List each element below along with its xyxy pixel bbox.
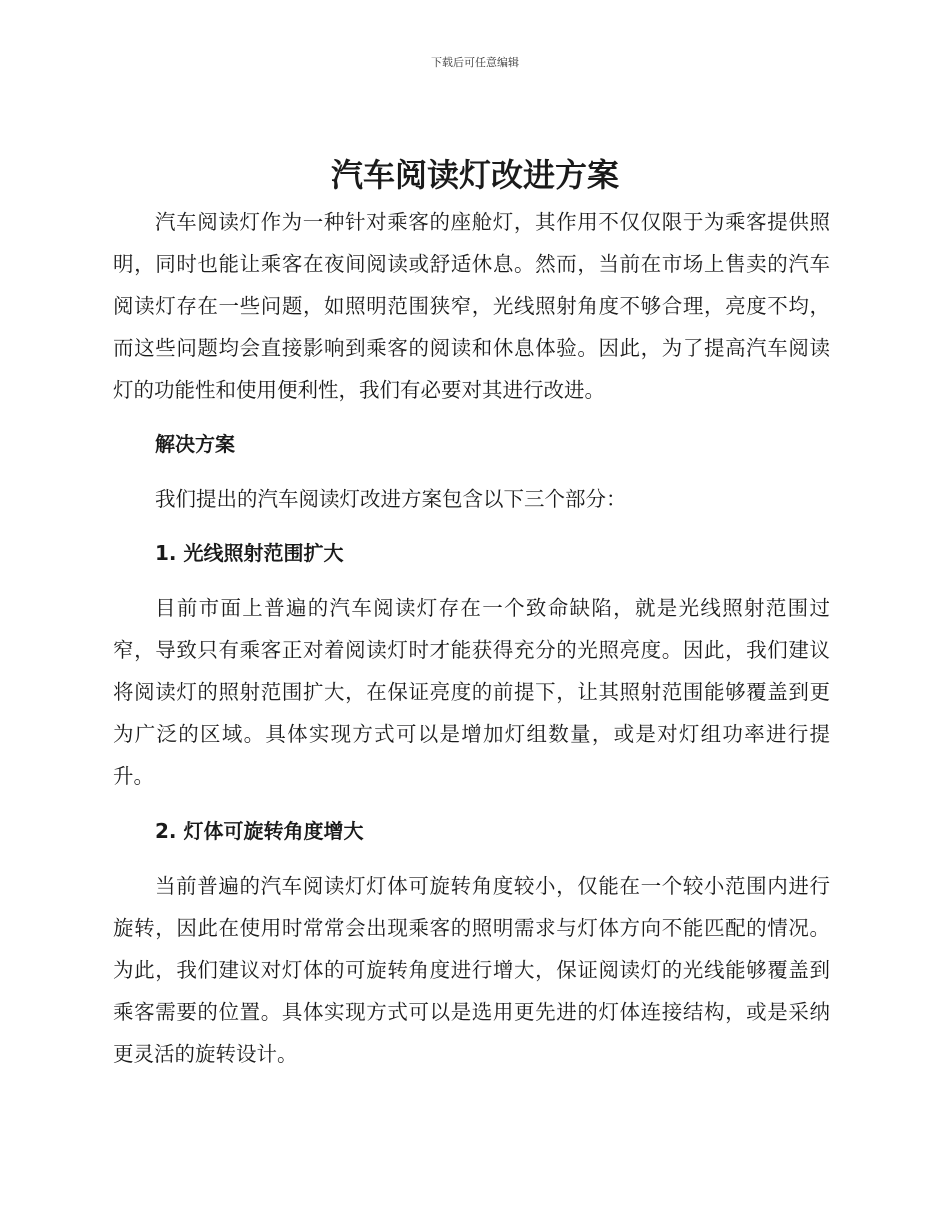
section-heading: 1. 光线照射范围扩大 bbox=[155, 541, 344, 565]
solution-intro-block bbox=[113, 484, 830, 514]
section-1-body-block bbox=[113, 587, 830, 797]
section-body: 目前市面上普遍的汽车阅读灯存在一个致命缺陷，就是光线照射范围过窄，导致只有乘客正对着阅读灯时才能获得充分的光照亮度。因此，我们建议将阅读灯的照射范围扩大，在保证亮度的前提下，让其照射范围能够覆盖到更为广泛的区域。具体实现方式可以是增加灯组数量，或是对灯组功率进行提升。 bbox=[113, 596, 830, 788]
header-note: 下载后可任意编辑 bbox=[431, 56, 519, 69]
solution-intro: 我们提出的汽车阅读灯改进方案包含以下三个部分： bbox=[155, 487, 627, 511]
solution-heading-block bbox=[113, 429, 830, 459]
solution-heading: 解决方案 bbox=[155, 432, 235, 456]
document-title: 汽车阅读灯改进方案 bbox=[330, 156, 619, 194]
section-heading: 2. 灯体可旋转角度增大 bbox=[155, 819, 364, 843]
section-body: 当前普遍的汽车阅读灯灯体可旋转角度较小，仅能在一个较小范围内进行旋转，因此在使用时常常会出现乘客的照明需求与灯体方向不能匹配的情况。为此，我们建议对灯体的可旋转角度进行增大，保证阅读灯的光线能够覆盖到乘客需要的位置。具体实现方式可以是选用更先进的灯体连接结构，或是采纳更灵活的旋转设计。 bbox=[113, 874, 830, 1066]
section-2-body-block bbox=[113, 865, 830, 1075]
intro-paragraph: 汽车阅读灯作为一种针对乘客的座舱灯，其作用不仅仅限于为乘客提供照明，同时也能让乘客在夜间阅读或舒适休息。然而，当前在市场上售卖的汽车阅读灯存在一些问题，如照明范围狭窄，光线照射角度不够合理，亮度不均，而这些问题均会直接影响到乘客的阅读和休息体验。因此，为了提高汽车阅读灯的功能性和使用便利性，我们有必要对其进行改进。 bbox=[113, 210, 830, 402]
section-2-heading-block bbox=[113, 816, 830, 846]
section-1-heading-block bbox=[113, 538, 830, 568]
intro-block bbox=[113, 201, 830, 411]
